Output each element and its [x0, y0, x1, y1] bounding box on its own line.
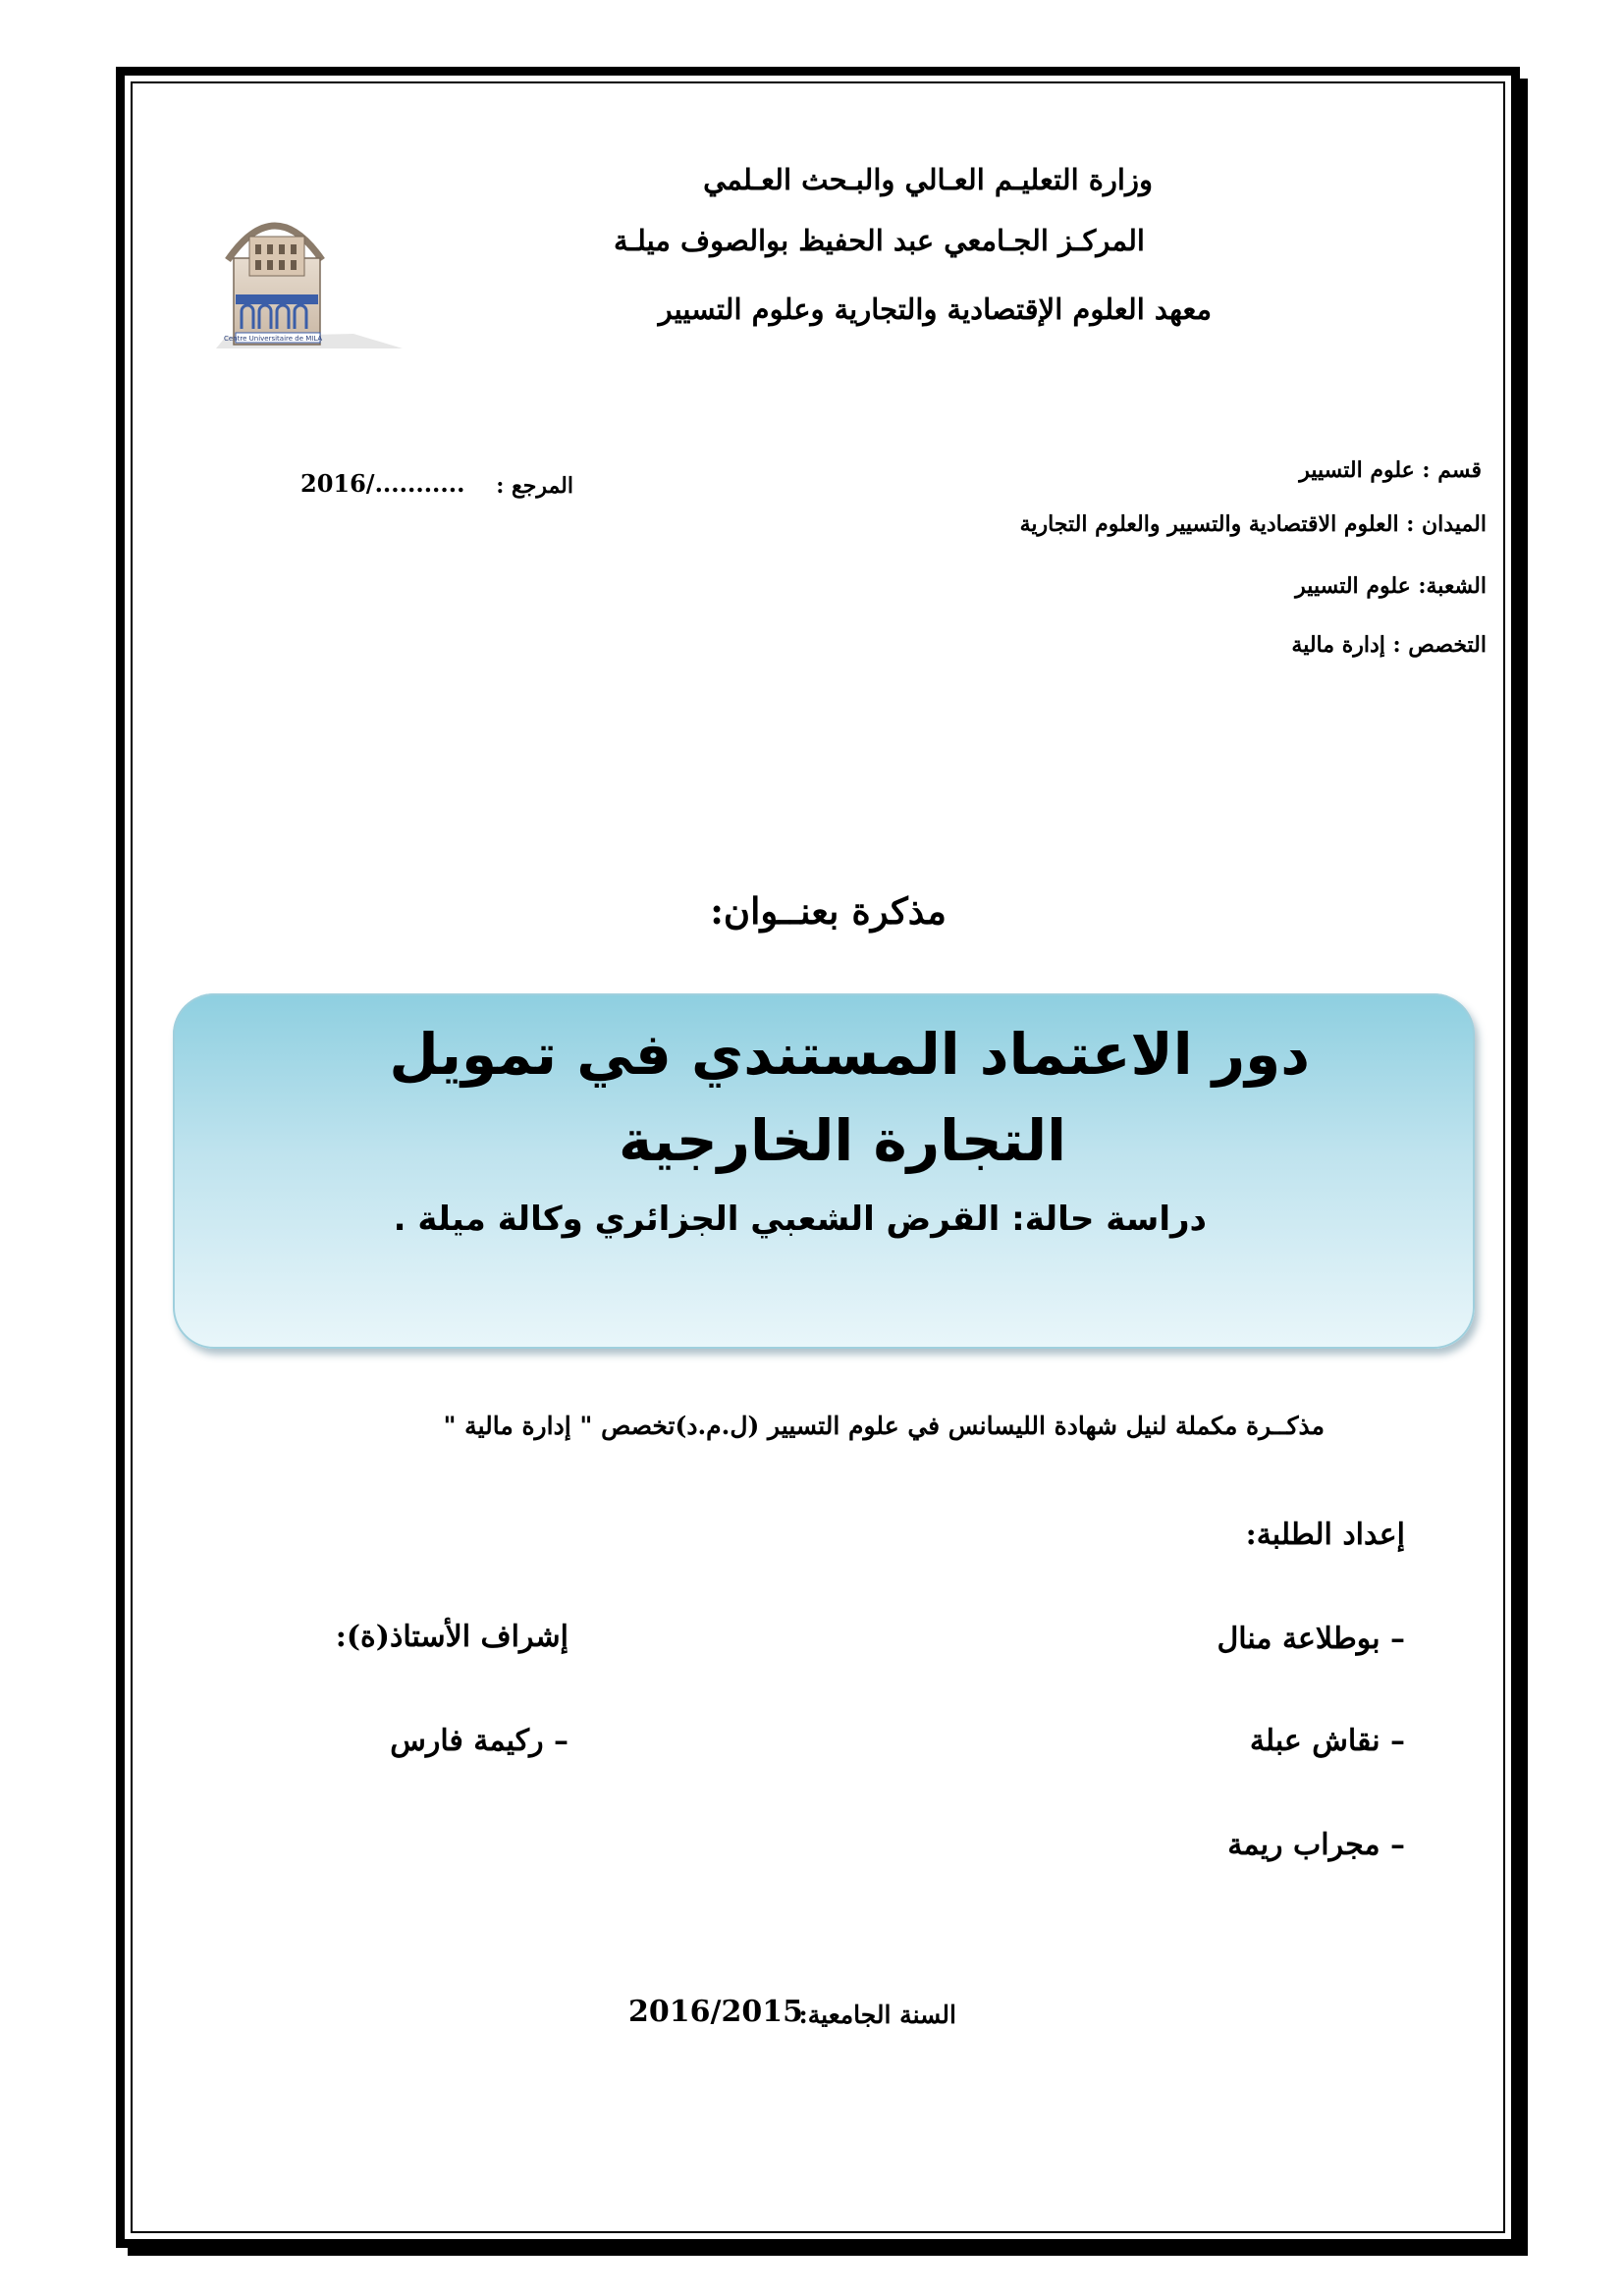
student-name: – نقاش عبلة — [1249, 1724, 1405, 1758]
university-line: المركـز الجـامعي عبد الحفيظ بوالصوف ميلـة — [614, 224, 1145, 257]
university-logo — [206, 201, 408, 356]
supervisor-label: إشراف الأستاذ(ة): — [335, 1620, 568, 1654]
ministry-line: وزارة التعليـم العـالي والبـحث العـلمي — [703, 163, 1153, 196]
memo-heading: مذكرة بعنــوان: — [710, 889, 947, 933]
student-name: – مجراب ريمة — [1227, 1828, 1405, 1862]
academic-year-value: 2016/2015 — [628, 1995, 803, 2029]
supervisor-name: – ركيمة فارس — [390, 1724, 568, 1758]
title-line-1: دور الاعتماد المستندي في تمويل — [389, 1021, 1310, 1088]
page-border-shadow-right — [1520, 79, 1528, 2256]
logo-caption: Centre Universitaire de MILA — [224, 335, 323, 343]
title-subtitle: دراسة حالة: القرض الشعبي الجزائري وكالة ميلة . — [393, 1200, 1207, 1239]
students-label: إعداد الطلبة: — [1245, 1518, 1405, 1552]
institute-line: معهد العلوم الإقتصادية والتجارية وعلوم التسيير — [658, 293, 1212, 326]
academic-year-label: السنة الجامعية: — [798, 2001, 956, 2029]
page-border-shadow-bottom — [128, 2248, 1528, 2256]
title-line-2: التجارة الخارجية — [618, 1107, 1066, 1174]
reference-value: 2016/........... — [300, 469, 465, 498]
specialty-line: التخصص : إدارة مالية — [1291, 632, 1487, 658]
thesis-statement: مذكــرة مكملة لنيل شهادة الليسانس في علوم التسيير (ل.م.د)تخصص " إدارة مالية " — [443, 1412, 1325, 1440]
field-line: الميدان : العلوم الاقتصادية والتسيير والعلوم التجارية — [1019, 511, 1487, 537]
department-line: قسم : علوم التسيير — [1299, 457, 1482, 483]
reference-label: المرجع : — [496, 473, 573, 499]
student-name: – بوطلاعة منال — [1217, 1622, 1405, 1656]
branch-line: الشعبة: علوم التسيير — [1295, 573, 1487, 599]
